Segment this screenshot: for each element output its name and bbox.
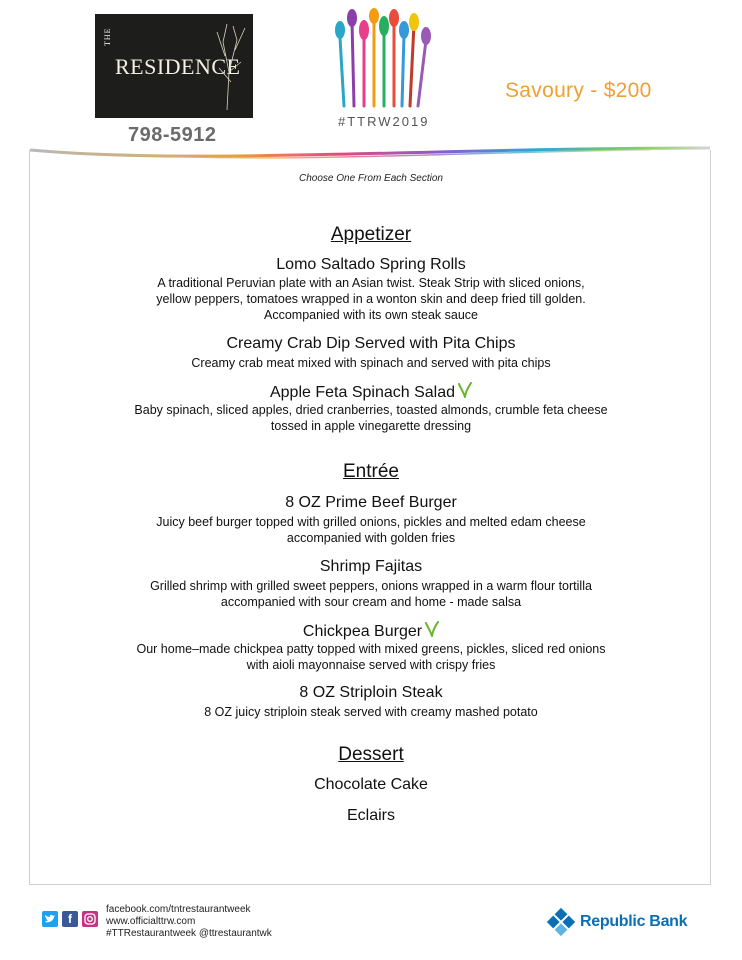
menu-subtitle: Choose One From Each Section: [299, 173, 443, 184]
vegetarian-leaf-icon: [425, 621, 439, 637]
logo-text: RESIDENCE: [115, 54, 241, 79]
dish-description: Juicy beef burger topped with grilled onions, pickles and melted edam cheese accompanied with golden fries: [156, 515, 586, 545]
phone-number: 798-5912: [128, 124, 217, 146]
section-title-appetizer: Appetizer: [330, 224, 412, 245]
section-title-entree: Entrée: [343, 461, 399, 482]
restaurant-logo: [95, 14, 253, 118]
republic-bank-logo-icon: [545, 906, 577, 938]
menu-price-title: Savoury - $200: [505, 79, 652, 102]
utensils-icon: [330, 8, 440, 113]
dish-name: Eclairs: [346, 807, 395, 824]
dish-name: Lomo Saltado Spring Rolls: [276, 256, 466, 273]
vegetarian-leaf-icon: [458, 382, 472, 398]
dish-name: Chocolate Cake: [314, 776, 428, 793]
dish-description: A traditional Peruvian plate with an Asian twist. Steak Strip with sliced onions, yellow peppers, tomatoes wrapped in a wonton skin and deep fried till golden. Accompanied with its own steak sauce: [156, 276, 586, 322]
footer-links: [106, 904, 272, 940]
facebook-link[interactable]: facebook.com/tntrestaurantweek: [106, 904, 251, 915]
facebook-icon[interactable]: f: [62, 911, 78, 927]
logo-prefix: THE: [103, 27, 112, 46]
dish-description: Grilled shrimp with grilled sweet peppers, onions wrapped in a warm flour tortilla accompanied with sour cream and home - made salsa: [150, 579, 592, 609]
dish-name: Creamy Crab Dip Served with Pita Chips: [226, 335, 516, 352]
dish-description: Creamy crab meat mixed with spinach and served with pita chips: [191, 356, 551, 370]
dish-name-text: Chickpea Burger: [302, 623, 423, 640]
dish-name: 8 OZ Striploin Steak: [299, 684, 443, 701]
dish-description: 8 OZ juicy striploin steak served with creamy mashed potato: [204, 705, 538, 719]
hashtag-handle: #TTRestaurantweek @ttrestaurantwk: [106, 928, 272, 939]
dish-description: Baby spinach, sliced apples, dried cranberries, toasted almonds, crumble feta cheese tossed in apple vinegarette dressing: [134, 403, 608, 433]
dish-name-text: Apple Feta Spinach Salad: [269, 384, 455, 401]
dish-name-with-leaf: [0, 621, 742, 641]
twitter-icon[interactable]: [42, 911, 58, 927]
event-hashtag: #TTRW2019: [338, 114, 430, 129]
section-title-dessert: Dessert: [338, 744, 404, 765]
instagram-icon[interactable]: [82, 911, 98, 927]
tree-icon: [213, 22, 249, 110]
dish-name: 8 OZ Prime Beef Burger: [285, 494, 457, 511]
dish-description: Our home–made chickpea patty topped with mixed greens, pickles, sliced red onions with aioli mayonnaise served with crispy fries: [136, 642, 606, 672]
sponsor-name: Republic Bank: [580, 913, 688, 930]
website-link[interactable]: www.officialttrw.com: [106, 916, 196, 927]
dish-name-with-leaf: [0, 382, 742, 402]
dish-name: Shrimp Fajitas: [319, 558, 423, 575]
